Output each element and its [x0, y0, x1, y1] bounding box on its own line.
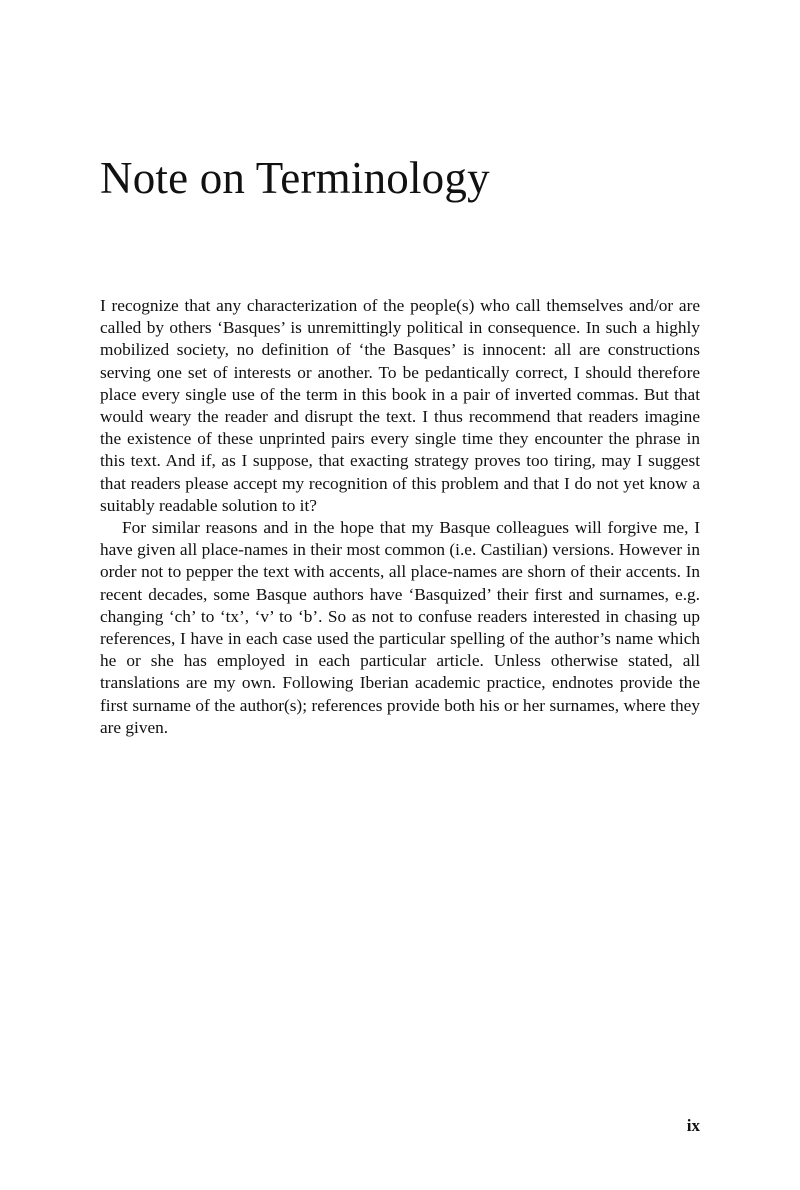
paragraph-1: I recognize that any characterization of the people(s) who call themselves and/or are called by others ‘Basques’ is unremittingly political in consequence. In such a highly mobilized society, no definition of ‘the Basques’ is innocent: all are constructions serving one set of interests or another. To be pedantically correct, I should therefore place every single use of the term in this book in a pair of inverted commas. But that would weary the reader and disrupt the text. I thus recommend that readers imagine the existence of these unprinted pairs every single time they encounter the phrase in this text. And if, as I suppose, that exacting strategy proves too tiring, may I suggest that readers please accept my recognition of this problem and that I do not yet know a suitably readable solution to it? — [100, 296, 700, 515]
page-number: ix — [686, 1116, 700, 1135]
paragraph-2: For similar reasons and in the hope that my Basque colleagues will forgive me, I have given all place-names in their most common (i.e. Castilian) versions. However in order not to pepper the text with accents, all place-names are shorn of their accents. In recent decades, some Basque authors have ‘Basquized’ their first and surnames, e.g. changing ‘ch’ to ‘tx’, ‘v’ to ‘b’. So as not to confuse readers interested in chasing up references, I have in each case used the particular spelling of the author’s name which he or she has employed in each particular article. Unless otherwise stated, all translations are my own. Following Iberian academic practice, endnotes provide the first surname of the author(s); references provide both his or her surnames, where they are given. — [100, 518, 700, 737]
body-text — [100, 295, 700, 739]
page-title: Note on Terminology — [100, 153, 490, 203]
